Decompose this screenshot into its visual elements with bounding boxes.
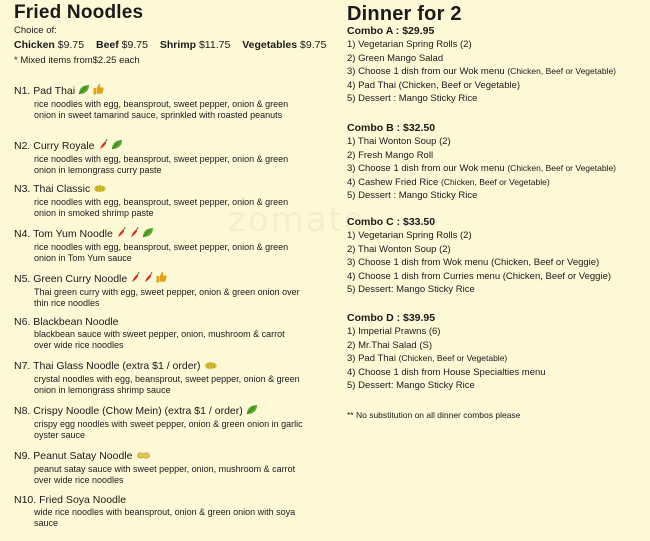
combo-item bbox=[347, 283, 647, 297]
thumbs-up-icon bbox=[156, 271, 167, 287]
combo-title: Combo C : $33.50 bbox=[347, 216, 436, 228]
dish-name-text: N9. Peanut Satay Noodle bbox=[14, 450, 133, 462]
combo-item-text: 4) Choose 1 dish from Curries menu (Chicken, Beef or Veggie) bbox=[347, 270, 612, 282]
dish-item bbox=[14, 83, 334, 121]
combo-item-text: 1) Thai Wonton Soup (2) bbox=[347, 136, 451, 147]
mixed-items-note: * Mixed items from$2.25 each bbox=[14, 55, 140, 66]
combo-item-text: 1) Imperial Prawns (6) bbox=[347, 326, 441, 337]
dish-item bbox=[14, 360, 334, 396]
dish-name-text: N7. Thai Glass Noodle (extra $1 / order) bbox=[14, 360, 201, 372]
leaf-icon bbox=[246, 404, 258, 419]
substitution-note: ** No substitution on all dinner combos please bbox=[347, 410, 521, 420]
combo-title: Combo B : $32.50 bbox=[347, 122, 436, 134]
dish-name-text: N4. Tom Yum Noodle bbox=[14, 228, 113, 240]
combo-item-text: 2) Thai Wonton Soup (2) bbox=[347, 243, 451, 255]
protein-price-list bbox=[14, 38, 332, 52]
combo-item bbox=[347, 339, 647, 353]
dish-item bbox=[14, 450, 334, 486]
dish-name-text: N8. Crispy Noodle (Chow Mein) (extra $1 / order) bbox=[14, 405, 243, 417]
dish-description: crystal noodles with egg, beansprout, sweet pepper, onion & green onion in lemongrass shrimp sauce bbox=[34, 374, 300, 395]
dish-description: rice noodles with egg, beansprout, sweet pepper, onion & green onion in Tom Yum sauce bbox=[34, 242, 289, 263]
dish-item bbox=[14, 227, 334, 264]
dish-description: Thai green curry with egg, sweet pepper, onion & green onion over thin rice noodles bbox=[34, 287, 300, 308]
dish-item bbox=[14, 183, 334, 219]
combo-item-text: 4) Cashew Fried Rice bbox=[347, 176, 441, 188]
thumbs-up-icon bbox=[93, 83, 104, 99]
combo-item-options: (Chicken, Beef or Vegetable) bbox=[507, 66, 617, 77]
combo-title: Combo A : $29.95 bbox=[347, 25, 435, 37]
combo-item bbox=[347, 366, 647, 380]
dish-name bbox=[14, 271, 334, 287]
protein-option: Shrimp $11.75 bbox=[159, 39, 231, 51]
combo-item bbox=[347, 149, 647, 163]
combo-item-text: 2) Mr.Thai Salad (S) bbox=[347, 339, 432, 351]
chili-icon bbox=[98, 139, 108, 154]
chili-icon bbox=[130, 272, 140, 287]
dish-name bbox=[14, 404, 334, 419]
combo-item bbox=[347, 352, 647, 366]
chili-icon bbox=[129, 227, 139, 242]
dish-description: rice noodles with egg, beansprout, sweet pepper, onion & green onion in smoked shrimp paste bbox=[34, 197, 289, 218]
dish-name bbox=[14, 494, 334, 507]
dish-name bbox=[14, 316, 334, 329]
combo-item bbox=[347, 92, 647, 106]
dish-name-text: N3. Thai Classic bbox=[14, 183, 91, 195]
peanut-icon bbox=[136, 451, 151, 464]
combo-item bbox=[347, 135, 647, 149]
combo-item bbox=[347, 52, 647, 66]
combo-item-text: 2) Fresh Mango Roll bbox=[347, 149, 434, 161]
combo-item-text: 5) Dessert: Mango Sticky Rice bbox=[347, 380, 475, 392]
combo-block bbox=[347, 24, 647, 106]
dish-name bbox=[14, 360, 334, 374]
dish-name-text: N2. Curry Royale bbox=[14, 140, 95, 152]
combo-list bbox=[347, 0, 647, 541]
combo-item-text: 3) Choose 1 dish from Wok menu (Chicken, Beef or Veggie) bbox=[347, 257, 600, 269]
shrimp-icon bbox=[93, 184, 107, 197]
combo-item bbox=[347, 79, 647, 93]
leaf-icon bbox=[111, 139, 123, 154]
combo-item bbox=[347, 325, 647, 339]
combo-item-options: (Chicken, Beef or Vegetable) bbox=[440, 176, 550, 187]
dish-description: peanut satay sauce with sweet pepper, onion, mushroom & carrot over wide rice noodles bbox=[34, 464, 296, 485]
dish-name-text: N1. Pad Thai bbox=[14, 85, 76, 97]
combo-item bbox=[347, 270, 647, 284]
dish-description: rice noodles with egg, beansprout, sweet pepper, onion & green onion in lemongrass curry paste bbox=[34, 154, 289, 175]
combo-block bbox=[347, 121, 647, 203]
combo-item bbox=[347, 162, 647, 176]
dish-description: wide rice noodles with beansprout, onion & green onion with soya sauce bbox=[34, 507, 296, 528]
dish-name bbox=[14, 139, 334, 154]
combo-title: Combo D : $39.95 bbox=[347, 312, 436, 324]
combo-item bbox=[347, 65, 647, 79]
combo-item bbox=[347, 189, 647, 203]
combo-block bbox=[347, 215, 647, 297]
dish-name bbox=[14, 183, 334, 197]
dish-item bbox=[14, 139, 334, 176]
shrimp-icon bbox=[204, 361, 218, 374]
combo-item-text: 3) Choose 1 dish from our Wok menu bbox=[347, 163, 508, 175]
chili-icon bbox=[116, 227, 126, 242]
dish-item bbox=[14, 271, 334, 309]
dinner-section bbox=[347, 0, 647, 420]
dinner-title: Dinner for 2 bbox=[347, 3, 462, 25]
dish-name-text: N10. Fried Soya Noodle bbox=[14, 494, 127, 506]
combo-item-text: 3) Pad Thai bbox=[347, 353, 399, 365]
combo-item bbox=[347, 176, 647, 190]
combo-item bbox=[347, 379, 647, 393]
combo-item bbox=[347, 38, 647, 52]
combo-item-text: 3) Choose 1 dish from our Wok menu bbox=[347, 66, 508, 78]
fried-noodles-title: Fried Noodles bbox=[14, 2, 144, 23]
leaf-icon bbox=[78, 84, 90, 99]
combo-item-text: 4) Choose 1 dish from House Specialties menu bbox=[347, 366, 546, 378]
combo-block bbox=[347, 311, 647, 393]
combo-item-text: 1) Vegetarian Spring Rolls (2) bbox=[347, 230, 472, 241]
dish-item bbox=[14, 494, 334, 529]
leaf-icon bbox=[142, 227, 154, 242]
protein-option: Vegetables $9.75 bbox=[242, 39, 327, 51]
choice-label: Choice of: bbox=[14, 25, 57, 36]
protein-option: Chicken $9.75 bbox=[14, 39, 85, 51]
combo-item-text: 5) Dessert : Mango Sticky Rice bbox=[347, 190, 478, 202]
watermark: zomato bbox=[228, 200, 367, 240]
dish-description: rice noodles with egg, beansprout, sweet pepper, onion & green onion in sweet tamarind sauce, sprinkled with roasted peanuts bbox=[34, 99, 289, 120]
chili-icon bbox=[143, 272, 153, 287]
dish-name bbox=[14, 83, 334, 99]
protein-option: Beef $9.75 bbox=[95, 39, 148, 51]
combo-item bbox=[347, 243, 647, 257]
combo-item-text: 2) Green Mango Salad bbox=[347, 52, 444, 64]
combo-item bbox=[347, 256, 647, 270]
dish-name bbox=[14, 450, 334, 464]
combo-item-text: 4) Pad Thai (Chicken, Beef or Vegetable) bbox=[347, 79, 521, 91]
dish-item bbox=[14, 404, 334, 441]
dish-description: blackbean sauce with sweet pepper, onion, mushroom & carrot over wide rice noodles bbox=[34, 329, 285, 350]
combo-item-text: 5) Dessert: Mango Sticky Rice bbox=[347, 284, 475, 296]
combo-item-options: (Chicken, Beef or Vegetable) bbox=[398, 353, 508, 364]
combo-item-text: 5) Dessert : Mango Sticky Rice bbox=[347, 93, 478, 105]
dish-name bbox=[14, 227, 334, 242]
combo-item bbox=[347, 229, 647, 243]
dish-name-text: N6. Blackbean Noodle bbox=[14, 316, 119, 328]
dish-name-text: N5. Green Curry Noodle bbox=[14, 273, 128, 285]
combo-item-text: 1) Vegetarian Spring Rolls (2) bbox=[347, 39, 472, 50]
combo-item-options: (Chicken, Beef or Vegetable) bbox=[507, 163, 617, 174]
dish-item bbox=[14, 316, 334, 351]
dish-description: crispy egg noodles with sweet pepper, onion & green onion in garlic oyster sauce bbox=[34, 419, 303, 440]
